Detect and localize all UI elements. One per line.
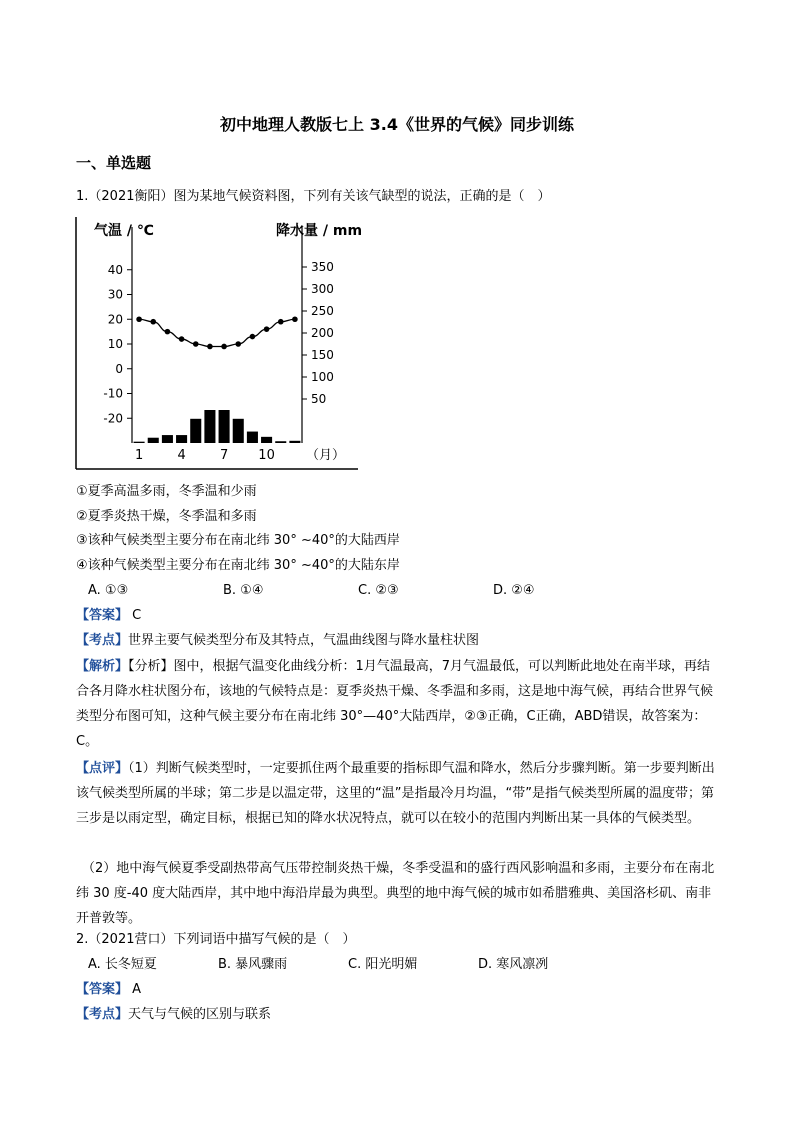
q1-kaodian — [76, 633, 479, 649]
answer-label: 【答案】 — [76, 982, 129, 997]
x-tick-label: 4 — [177, 448, 186, 463]
precipitation-bar — [275, 441, 286, 443]
q2-kaodian — [76, 1007, 271, 1023]
kaodian-text: 世界主要气候类型分布及其特点，气温曲线图与降水量柱状图 — [128, 633, 480, 648]
precipitation-bar — [247, 432, 258, 443]
climate-chart — [70, 213, 370, 475]
temperature-point — [264, 326, 270, 332]
left-tick-label: -10 — [103, 386, 123, 401]
q2-stem: 2.（2021营口）下列词语中描写气候的是（ ） — [76, 932, 356, 947]
q2-option-d: D. 寒风凛冽 — [478, 957, 549, 972]
x-tick-label: 10 — [258, 448, 275, 463]
precipitation-bar — [190, 419, 201, 443]
temperature-point — [179, 336, 185, 342]
precipitation-bar — [134, 442, 145, 443]
x-axis-unit-label: （月） — [306, 448, 346, 463]
q1-statement-4: ④该种气候类型主要分布在南北纬 30° ~40°的大陆东岸 — [76, 558, 400, 573]
q1-stem: 1.（2021衡阳）图为某地气候资料图，下列有关该气缺型的说法，正确的是（ ） — [76, 189, 551, 204]
temperature-curve — [139, 319, 295, 346]
temperature-point — [207, 344, 213, 350]
q1-dianping-2: （2）地中海气候夏季受副热带高气压带控制炎热干燥，冬季受温和的盛行西风影响温和多雨，主要分布在南北纬 30 度-40 度大陆西岸，其中地中海沿岸最为典型。典型的地中海气候的城市如希腊雅典、美国洛杉矶、南非开普敦等。 — [76, 861, 715, 926]
q1-option-d: D. ②④ — [493, 583, 535, 598]
kaodian-label: 【考点】 — [76, 633, 129, 648]
q1-option-b: B. ①④ — [223, 583, 264, 598]
precipitation-bar — [204, 410, 215, 443]
left-axis-label: 气温 / ℃ — [94, 223, 154, 239]
precipitation-bar — [148, 438, 159, 443]
temperature-point — [150, 319, 156, 325]
q1-statement-3: ③该种气候类型主要分布在南北纬 30° ~40°的大陆西岸 — [76, 533, 400, 548]
answer-value: A — [132, 982, 142, 997]
right-tick-label: 100 — [311, 370, 334, 384]
temperature-point — [235, 341, 241, 347]
x-tick-label: 1 — [134, 448, 144, 463]
answer-label: 【答案】 — [76, 608, 129, 623]
dianping-text-1: （1）判断气候类型时，一定要抓住两个最重要的指标即气温和降水，然后分步骤判断。第一步要判断出该气候类型所属的半球；第二步是以温定带，这里的“温”是指最冷月均温，“带”是指气候类型所属的温度带；第三步是以雨定型，确定目标，根据已知的降水状况特点，就可以在较小的范围内判断出某一具体的气候类型。 — [76, 761, 715, 826]
jiexi-text: 【分析】图中，根据气温变化曲线分析：1月气温最高，7月气温最低，可以判断此地处在南半球，再结合各月降水柱状图分布，该地的气候特点是：夏季炎热干燥、冬季温和多雨，这是地中海气候，再结合世界气候类型分布图可知，这种气候主要分布在南北纬 30°—40°大陆西岸，②③正确，C正确，ABD错误，故答案为：C。 — [76, 659, 714, 749]
q1-statement-1: ①夏季高温多雨，冬季温和少雨 — [76, 484, 257, 499]
precipitation-bar — [261, 437, 272, 443]
kaodian-text: 天气与气候的区别与联系 — [128, 1007, 272, 1022]
left-tick-label: 30 — [107, 287, 123, 302]
q2-answer — [76, 982, 141, 998]
q1-jiexi — [76, 654, 720, 754]
precipitation-bar — [176, 435, 187, 443]
left-tick-label: 20 — [107, 312, 123, 327]
right-tick-label: 200 — [311, 326, 334, 340]
temperature-point — [292, 316, 298, 322]
temperature-point — [278, 319, 284, 325]
left-tick-label: 40 — [107, 262, 123, 277]
right-tick-label: 300 — [311, 282, 334, 296]
q1-option-c: C. ②③ — [358, 583, 399, 598]
q1-answer — [76, 608, 141, 624]
temperature-point — [193, 341, 199, 347]
right-tick-label: 250 — [311, 304, 334, 318]
right-tick-label: 50 — [311, 392, 327, 406]
jiexi-label: 【解析】 — [76, 659, 129, 674]
q1-dianping-1 — [76, 756, 720, 831]
section-heading: 一、单选题 — [76, 154, 152, 172]
right-tick-label: 350 — [311, 260, 334, 274]
precipitation-bar — [162, 435, 173, 443]
precipitation-bar — [219, 410, 230, 443]
q1-option-a: A. ①③ — [88, 583, 129, 598]
temperature-point — [165, 329, 171, 335]
temperature-point — [250, 334, 256, 340]
q2-option-c: C. 阳光明媚 — [348, 957, 418, 972]
left-tick-label: 10 — [107, 337, 123, 351]
document-title: 初中地理人教版七上 3.4《世界的气候》同步训练 — [220, 115, 574, 134]
q2-options — [82, 957, 608, 973]
q1-options — [82, 583, 628, 599]
answer-value: C — [132, 608, 142, 623]
precipitation-bar — [233, 419, 244, 443]
left-tick-label: -20 — [103, 411, 123, 426]
dianping-label: 【点评】 — [76, 761, 129, 776]
x-tick-label: 7 — [219, 448, 229, 463]
kaodian-label: 【考点】 — [76, 1007, 129, 1022]
q2-option-b: B. 暴风骤雨 — [218, 957, 288, 972]
precipitation-bar — [289, 441, 300, 443]
q1-statement-2: ②夏季炎热干燥，冬季温和多雨 — [76, 509, 257, 524]
left-tick-label: 0 — [115, 361, 123, 376]
temperature-point — [136, 316, 142, 322]
q2-option-a: A. 长冬短夏 — [88, 957, 157, 972]
right-axis-label: 降水量 / mm — [276, 223, 363, 239]
right-tick-label: 150 — [311, 348, 334, 362]
temperature-point — [221, 344, 227, 350]
